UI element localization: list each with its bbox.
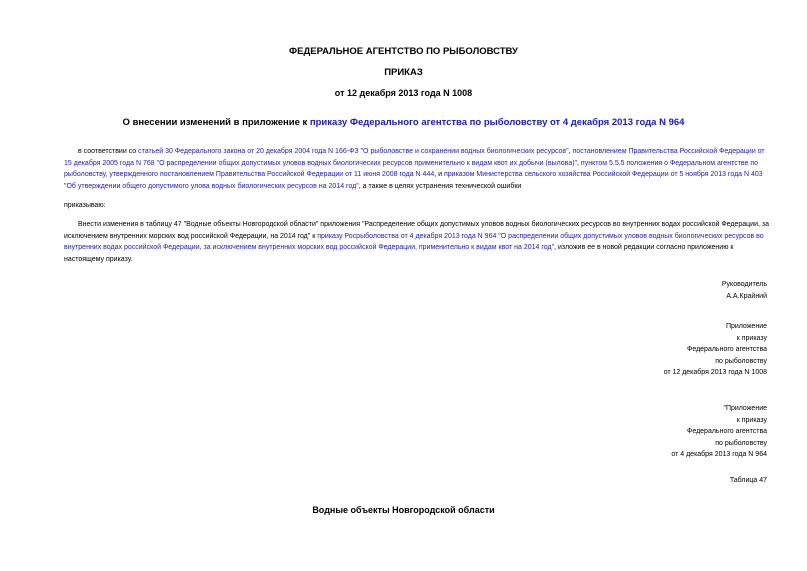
separator: , и (434, 171, 444, 178)
table-title: Водные объекты Новгородской области (312, 505, 495, 515)
appendix-line: Федерального агентства (687, 428, 767, 435)
order-paragraph (64, 219, 772, 265)
appendix-line: Приложение (725, 323, 767, 330)
appendix-line: к приказу (736, 334, 767, 342)
appendix-line: "Приложение (723, 405, 767, 412)
order-suffix: , изложив ее в новой редакции согласно приложению к настоящему приказу. (64, 244, 734, 263)
order-964-link[interactable]: приказу Росрыболовства от 4 декабря 2013 года N 964 "О распределении общих допустимых уловов водных биологических ресурсов во внутренних водах российской Федерации, за исключением внутренних морских вод российской Федерации, применительно к видам квот на 2014 год" (64, 232, 764, 251)
agency-heading: ФЕДЕРАЛЬНОЕ АГЕНТСТВО ПО РЫБОЛОВСТВУ (289, 46, 518, 57)
separator: , (568, 148, 573, 155)
signature-name: А.А.Крайний (726, 292, 767, 300)
preamble-prefix: в соответствии со (78, 148, 139, 155)
preamble-paragraph (64, 146, 772, 192)
appendix-line: по рыболовству (715, 439, 767, 447)
law-link[interactable]: статьей 30 Федерального закона от 20 декабря 2004 года N 166-ФЗ "О рыболовстве и сохранении водных биологических ресурсов" (138, 148, 569, 155)
resolution-768-link[interactable]: постановлением Правительства Российской Федерации от 15 декабря 2005 года N 768 "О распределении общих допустимых уловов водных биологических ресурсов применительно к видам квот их добычи (вылова)" (64, 148, 765, 167)
preamble-suffix: , а также в целях устранения технической ошибки (358, 182, 522, 190)
signature-block (722, 279, 767, 302)
order-word: приказываю: (64, 202, 106, 209)
separator: , (577, 159, 581, 167)
table-label: Таблица 47 (729, 477, 767, 484)
appendix-line: Федерального агентства (687, 346, 767, 353)
title-prefix: О внесении изменений в приложение к (122, 117, 310, 128)
appendix-block-964 (671, 403, 767, 461)
document-title (0, 117, 807, 128)
signature-position: Руководитель (721, 281, 767, 288)
appendix-line: по рыболовству (715, 357, 767, 365)
appendix-line: к приказу (736, 416, 767, 424)
regulation-444-link[interactable]: пунктом 5.5.5 положения о Федеральном агентстве по рыболовству, утвержденного постановлением Правительства Российской Федерации от 11 июня 2008 года N 444 (64, 159, 759, 178)
appendix-block-1008 (664, 321, 767, 379)
appendix-line: от 4 декабря 2013 года N 964 (671, 451, 767, 458)
doc-type-heading: ПРИКАЗ (384, 67, 423, 78)
doc-date-number: от 12 декабря 2013 года N 1008 (334, 88, 473, 98)
appendix-line: от 12 декабря 2013 года N 1008 (663, 369, 767, 376)
order-403-link[interactable]: приказом Министерства сельского хозяйства Российской Федерации от 5 ноября 2013 года N 403 "Об утверждении общего допустимого улова водных биологических ресурсов на 2014 год" (64, 171, 763, 190)
order-prefix: Внести изменения в таблицу 47 "Водные объекты Новгородской области" приложения "Распределение общих допустимых уловов водных биологических ресурсов во внутренних водах российской Федерации, за исключением внутренних морских вод российской Федерации, на 2014 год" к (64, 221, 769, 240)
title-link[interactable]: приказу Федерального агентства по рыболовству от 4 декабря 2013 года N 964 (309, 117, 685, 128)
